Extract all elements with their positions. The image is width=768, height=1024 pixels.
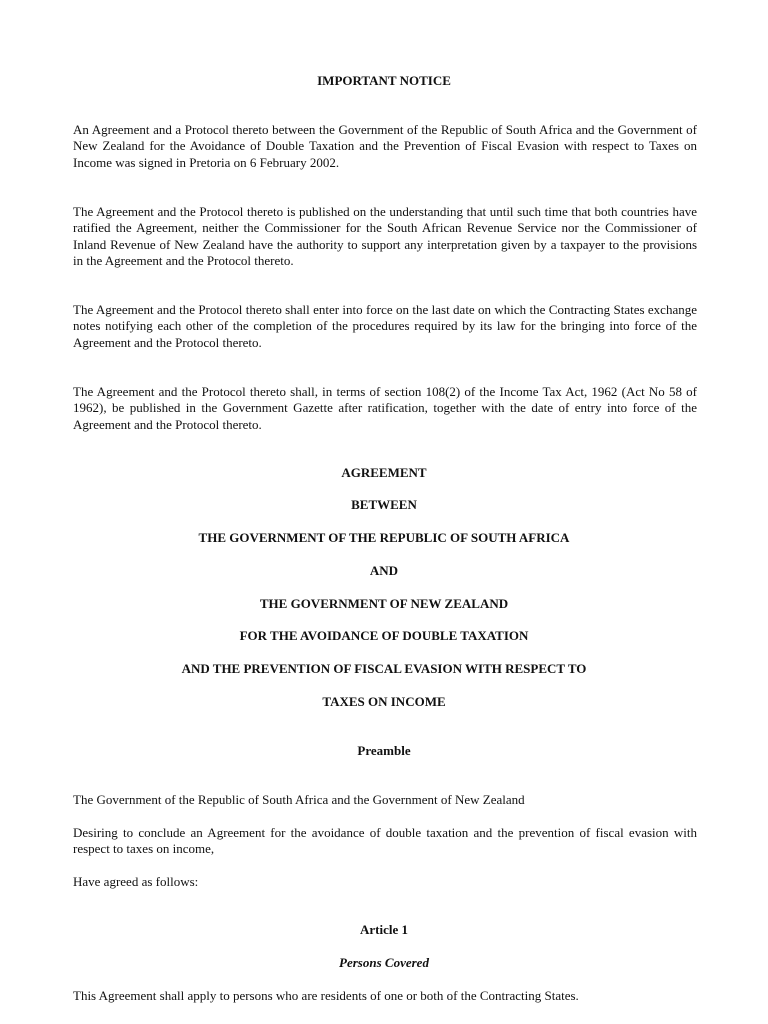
notice-paragraph-3: The Agreement and the Protocol thereto shall enter into force on the last date on which the Contracting States exchange notes notifying each other of the completion of the procedures required by its law for the bringing into force of the Agreement and the Protocol thereto. [73,302,697,350]
notice-paragraph-2: The Agreement and the Protocol thereto is published on the understanding that until such time that both countries have ratified the Agreement, neither the Commissioner for the South African Revenue Service nor the Commissioner of Inland Revenue of New Zealand have the authority to support any interpretation given by a taxpayer to the provisions in the Agreement and the Protocol thereto. [73,204,697,269]
preamble-line-2: Desiring to conclude an Agreement for the avoidance of double taxation and the prevention of fiscal evasion with respect to taxes on income, [73,825,697,857]
preamble-line-1: The Government of the Republic of South Africa and the Government of New Zealand [73,792,525,807]
agreement-title-line-3: THE GOVERNMENT OF THE REPUBLIC OF SOUTH AFRICA [198,530,570,545]
article-1-heading: Article 1 [359,922,408,937]
agreement-title-line-4: AND [369,563,399,578]
preamble-heading: Preamble [357,743,411,758]
agreement-title-line-8: TAXES ON INCOME [322,694,446,709]
article-1-text: This Agreement shall apply to persons who are residents of one or both of the Contracting States. [73,988,579,1003]
agreement-title-line-6: FOR THE AVOIDANCE OF DOUBLE TAXATION [239,628,529,643]
notice-paragraph-4: The Agreement and the Protocol thereto shall, in terms of section 108(2) of the Income Tax Act, 1962 (Act No 58 of 1962), be published in the Government Gazette after ratification, together with the date of entry into force of the Agreement and the Protocol thereto. [73,384,697,432]
notice-title: IMPORTANT NOTICE [317,73,451,88]
preamble-line-3: Have agreed as follows: [73,874,199,889]
agreement-title-line-5: THE GOVERNMENT OF NEW ZEALAND [259,596,509,611]
article-1-subheading: Persons Covered [339,955,429,970]
agreement-title-line-7: AND THE PREVENTION OF FISCAL EVASION WITH RESPECT TO [181,661,587,676]
agreement-title-line-2: BETWEEN [351,497,417,512]
notice-paragraph-1: An Agreement and a Protocol thereto between the Government of the Republic of South Africa and the Government of New Zealand for the Avoidance of Double Taxation and the Prevention of Fiscal Evasion with respect to Taxes on Income was signed in Pretoria on 6 February 2002. [73,122,697,170]
agreement-title-line-1: AGREEMENT [341,465,427,480]
